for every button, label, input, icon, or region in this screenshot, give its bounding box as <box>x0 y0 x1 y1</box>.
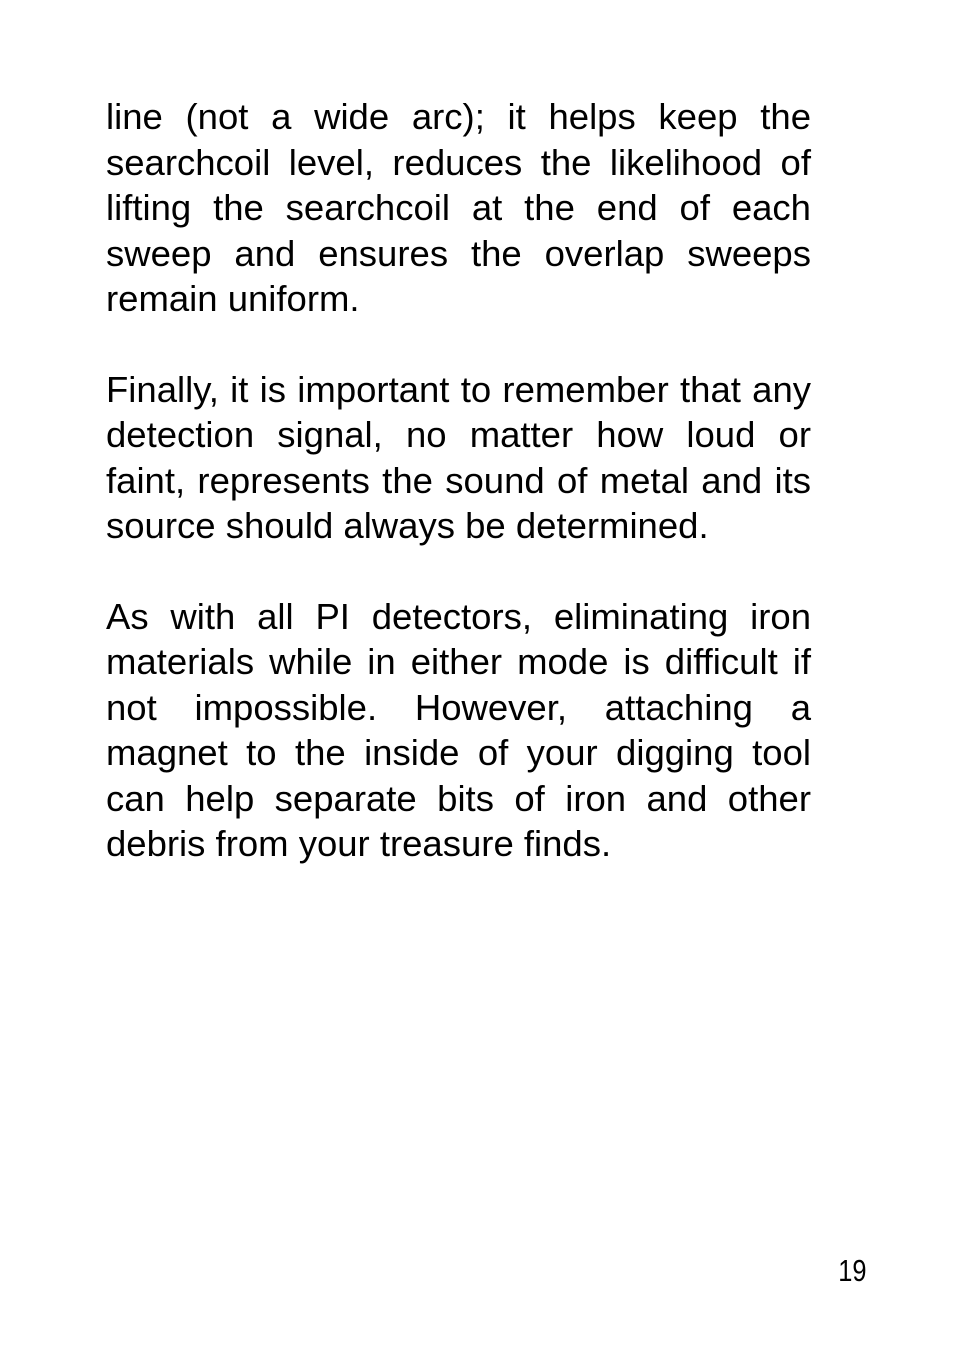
page-body <box>106 94 811 912</box>
paragraph-sweep-technique: line (not a wide arc); it helps keep the searchcoil level, reduces the likelihood of lifting the searchcoil at the end of each sweep and ensures the overlap sweeps remain uniform. <box>106 96 811 319</box>
paragraph-detection-signal: Finally, it is important to remember that any detection signal, no matter how loud or faint, represents the sound of metal and its source should always be determined. <box>106 368 811 546</box>
page-number: 19 <box>837 1253 866 1288</box>
paragraph-iron-elimination: As with all PI detectors, eliminating iron materials while in either mode is difficult if not impossible. However, attaching a magnet to the inside of your digging tool can help separate bits of iron and other debris from your treasure finds. <box>106 595 811 864</box>
